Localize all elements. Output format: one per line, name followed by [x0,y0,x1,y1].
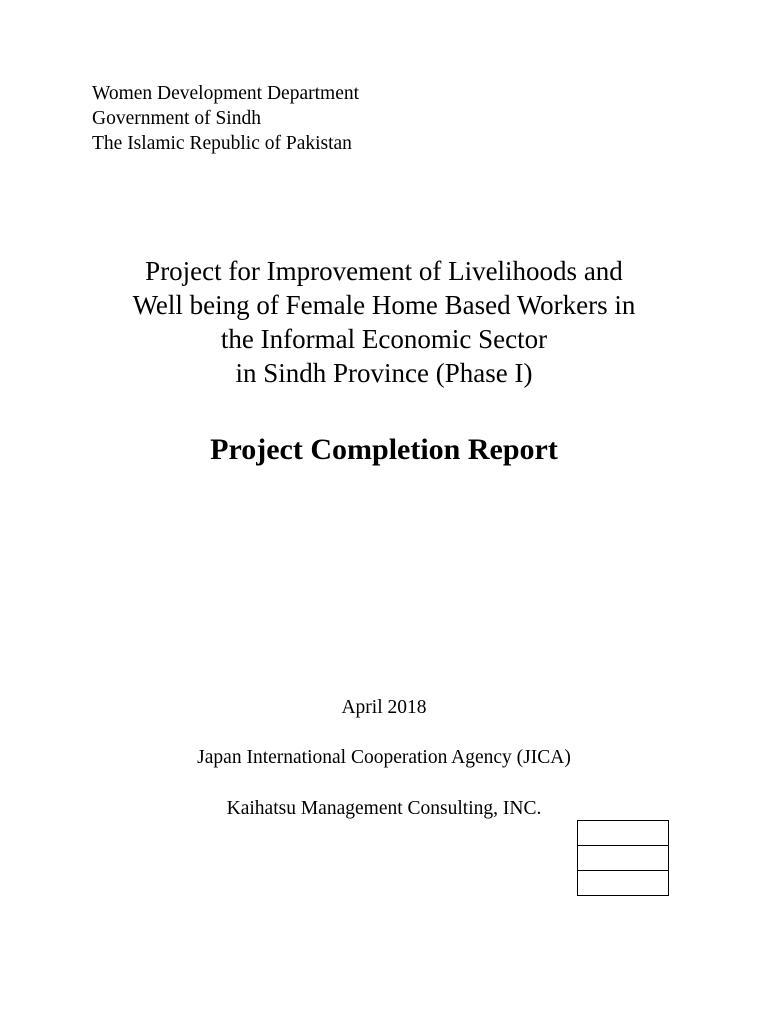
stamp-boxes [577,820,669,896]
agency-name: Japan International Cooperation Agency (JICA) [197,747,571,768]
stamp-box-3 [578,871,668,895]
project-title-line-3: the Informal Economic Sector [220,324,548,354]
stamp-box-1 [578,821,668,846]
stamp-box-2 [578,846,668,871]
project-title [0,254,768,390]
project-title-line-2: Well being of Female Home Based Workers in [132,290,636,320]
report-date: April 2018 [341,697,427,718]
issuer-government: Government of Sindh [92,108,261,129]
project-title-line-4: in Sindh Province (Phase I) [235,358,533,388]
issuer-block [92,81,359,156]
project-title-line-1: Project for Improvement of Livelihoods and [145,256,623,286]
consultant-name: Kaihatsu Management Consulting, INC. [226,798,542,819]
issuer-department: Women Development Department [92,83,360,104]
report-type-heading: Project Completion Report [210,433,558,466]
issuer-country: The Islamic Republic of Pakistan [92,133,352,154]
